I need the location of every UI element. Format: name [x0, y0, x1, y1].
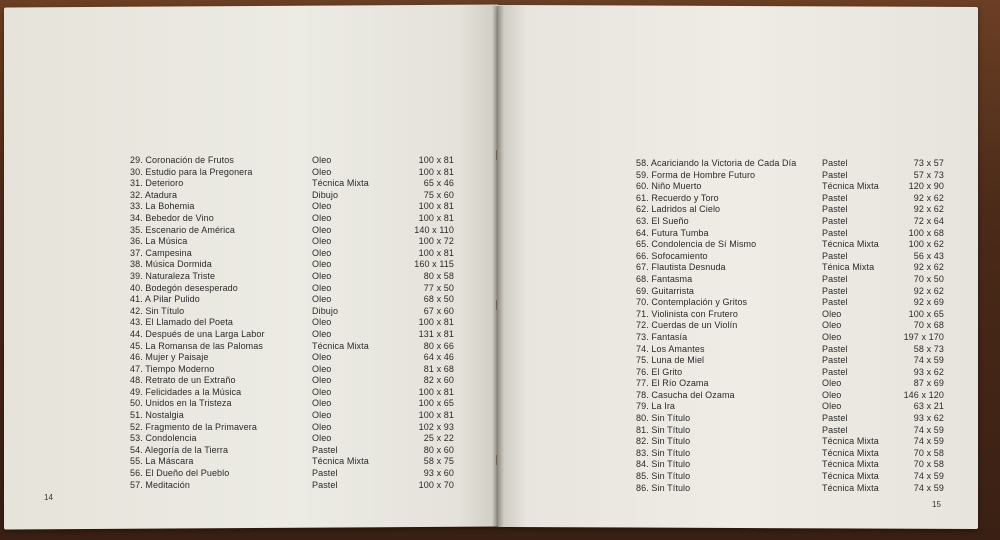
catalog-entry: [636, 425, 946, 437]
artwork-technique: Oleo: [822, 331, 842, 342]
catalog-entry: [636, 297, 946, 309]
artwork-dimensions: 100 x 81: [418, 247, 454, 258]
artwork-dimensions: 81 x 68: [423, 363, 454, 374]
artwork-title: 47. Tiempo Moderno: [130, 363, 215, 374]
artwork-title: 35. Escenario de América: [130, 224, 235, 235]
artwork-title: 36. La Música: [130, 236, 188, 247]
catalog-entry: [130, 305, 454, 318]
catalog-entry: [130, 189, 454, 202]
artwork-technique: Técnica Mixta: [822, 436, 879, 447]
artwork-technique: Pastel: [822, 366, 848, 377]
artwork-dimensions: 100 x 65: [418, 398, 454, 409]
artwork-technique: Oleo: [312, 433, 332, 444]
artwork-title: 46. Mujer y Paisaje: [130, 352, 209, 363]
artwork-technique: Técnica Mixta: [312, 178, 369, 189]
artwork-title: 31. Deterioro: [130, 178, 184, 189]
artwork-technique: Oleo: [312, 270, 332, 281]
artwork-dimensions: 93 x 62: [913, 366, 944, 377]
catalog-entry: [636, 401, 946, 413]
artwork-title: 65. Condolencia de Sí Mismo: [636, 239, 757, 250]
artwork-dimensions: 93 x 60: [423, 468, 454, 479]
artwork-technique: Oleo: [312, 386, 332, 397]
artwork-title: 80. Sin Título: [636, 413, 691, 424]
artwork-title: 66. Sofocamiento: [636, 250, 708, 261]
catalog-entry: [636, 251, 946, 263]
artwork-dimensions: 100 x 81: [418, 386, 454, 397]
artwork-technique: Técnica Mixta: [312, 340, 369, 351]
catalog-entry: [636, 413, 946, 425]
artwork-title: 73. Fantasía: [636, 331, 688, 342]
artwork-dimensions: 146 x 120: [903, 389, 944, 400]
artwork-title: 76. El Grito: [636, 366, 683, 377]
artwork-dimensions: 100 x 81: [418, 317, 454, 328]
artwork-title: 37. Campesina: [130, 247, 192, 258]
catalog-entry: [636, 239, 946, 251]
binding-stitch: [496, 150, 497, 160]
artwork-technique: Pastel: [822, 273, 848, 284]
artwork-dimensions: 120 x 90: [908, 181, 944, 192]
artwork-dimensions: 80 x 58: [423, 270, 454, 281]
catalog-entry: [130, 247, 454, 260]
artwork-technique: Pastel: [822, 169, 848, 180]
artwork-title: 81. Sin Título: [636, 424, 691, 435]
artwork-technique: Oleo: [312, 352, 332, 363]
artwork-title: 72. Cuerdas de un Violín: [636, 320, 738, 331]
artwork-technique: Oleo: [822, 401, 842, 412]
artwork-dimensions: 70 x 50: [913, 273, 944, 284]
artwork-dimensions: 80 x 60: [423, 444, 454, 455]
artwork-dimensions: 74 x 59: [913, 436, 944, 447]
artwork-title: 75. Luna de Miel: [636, 355, 705, 366]
artwork-technique: Pastel: [312, 444, 338, 455]
catalog-entry: [636, 274, 946, 286]
artwork-title: 85. Sin Título: [636, 471, 691, 482]
catalog-entry: [130, 398, 454, 410]
catalog-entry: [130, 155, 454, 167]
artwork-technique: Oleo: [312, 224, 332, 235]
artwork-title: 44. Después de una Larga Labor: [130, 328, 265, 339]
binding-stitch: [496, 455, 497, 465]
artwork-technique: Oleo: [312, 247, 332, 258]
artwork-technique: Pastel: [822, 215, 848, 226]
artwork-title: 30. Estudio para la Pregonera: [130, 166, 253, 177]
binding-stitch: [496, 300, 497, 310]
catalog-entry: [130, 212, 454, 225]
artwork-title: 79. La Ira: [636, 401, 676, 412]
page-number-right: 15: [932, 500, 941, 509]
catalog-entry: [130, 410, 454, 422]
artwork-dimensions: 58 x 75: [423, 456, 454, 467]
artwork-dimensions: 57 x 73: [913, 169, 944, 180]
artwork-title: 49. Felicidades a la Música: [130, 386, 242, 397]
artwork-dimensions: 58 x 73: [913, 343, 944, 354]
artwork-dimensions: 92 x 62: [913, 262, 944, 273]
artwork-technique: Oleo: [312, 259, 332, 270]
artwork-technique: Oleo: [312, 155, 332, 165]
artwork-technique: Pastel: [312, 468, 338, 479]
artwork-technique: Oleo: [822, 378, 842, 389]
artwork-dimensions: 87 x 69: [913, 378, 944, 389]
artwork-technique: Oleo: [312, 328, 332, 339]
artwork-technique: Dibujo: [312, 189, 339, 200]
catalog-entry: [130, 352, 454, 364]
artwork-dimensions: 74 x 59: [913, 355, 944, 366]
artwork-dimensions: 100 x 72: [418, 236, 454, 247]
artwork-technique: Técnica Mixta: [822, 239, 879, 250]
book-gutter: [492, 6, 504, 528]
artwork-title: 50. Unidos en la Tristeza: [130, 398, 232, 409]
artwork-dimensions: 100 x 81: [418, 212, 454, 223]
catalog-entry: [636, 471, 946, 483]
catalog-entry: [130, 201, 454, 213]
artwork-title: 29. Coronación de Frutos: [130, 155, 234, 165]
catalog-entry: [636, 355, 946, 367]
artwork-title: 56. El Dueño del Pueblo: [130, 468, 230, 479]
artwork-dimensions: 63 x 21: [913, 401, 944, 412]
artwork-dimensions: 92 x 69: [913, 297, 944, 308]
artwork-dimensions: 92 x 62: [913, 192, 944, 203]
right-catalog-list: [636, 158, 946, 494]
artwork-dimensions: 102 x 93: [418, 421, 454, 432]
artwork-title: 69. Guitarrista: [636, 285, 695, 296]
catalog-entry: [636, 286, 946, 298]
artwork-title: 51. Nostalgia: [130, 410, 184, 421]
catalog-entry: [130, 270, 454, 283]
artwork-technique: Pastel: [822, 343, 848, 354]
artwork-dimensions: 140 x 110: [414, 224, 454, 235]
artwork-technique: Oleo: [312, 201, 332, 212]
artwork-title: 38. Música Dormida: [130, 259, 212, 270]
artwork-dimensions: 73 x 57: [913, 158, 944, 168]
catalog-entry: [636, 309, 946, 321]
artwork-technique: Pastel: [822, 424, 848, 435]
artwork-technique: Técnica Mixta: [312, 456, 369, 467]
artwork-title: 59. Forma de Hombre Futuro: [636, 169, 756, 180]
artwork-title: 33. La Bohemia: [130, 201, 195, 212]
artwork-technique: Técnica Mixta: [822, 447, 879, 458]
catalog-entry: [636, 436, 946, 448]
artwork-technique: Dibujo: [312, 305, 339, 316]
artwork-dimensions: 72 x 64: [913, 215, 944, 226]
artwork-title: 82. Sin Título: [636, 436, 691, 447]
artwork-technique: Oleo: [312, 398, 332, 409]
artwork-title: 70. Contemplación y Gritos: [636, 297, 748, 308]
catalog-entry: [636, 181, 946, 193]
artwork-technique: Oleo: [312, 212, 332, 223]
artwork-technique: Pastel: [822, 158, 848, 168]
artwork-dimensions: 74 x 59: [913, 471, 944, 482]
artwork-title: 71. Violinista con Frutero: [636, 308, 738, 319]
artwork-technique: Oleo: [312, 375, 332, 386]
artwork-technique: Pastel: [822, 297, 848, 308]
artwork-technique: Oleo: [312, 166, 332, 177]
catalog-entry: [130, 444, 454, 457]
catalog-entry: [636, 344, 946, 356]
catalog-entry: [130, 456, 454, 468]
left-catalog-list: [130, 155, 454, 491]
catalog-entry: [636, 332, 946, 344]
artwork-technique: Técnica Mixta: [822, 482, 879, 493]
artwork-title: 74. Los Amantes: [636, 343, 705, 354]
catalog-entry: [636, 483, 946, 495]
catalog-entry: [636, 228, 946, 240]
artwork-technique: Oleo: [312, 363, 332, 374]
artwork-technique: Pastel: [822, 227, 848, 238]
artwork-title: 40. Bodegón desesperado: [130, 282, 238, 293]
artwork-title: 52. Fragmento de la Primavera: [130, 421, 257, 432]
artwork-title: 53. Condolencia: [130, 433, 197, 444]
artwork-technique: Técnica Mixta: [822, 459, 879, 470]
artwork-title: 39. Naturaleza Triste: [130, 270, 216, 281]
artwork-dimensions: 100 x 81: [418, 410, 454, 421]
artwork-title: 42. Sin Título: [130, 305, 185, 316]
artwork-dimensions: 100 x 65: [908, 308, 944, 319]
catalog-entry: [636, 378, 946, 390]
artwork-dimensions: 92 x 62: [913, 285, 944, 296]
catalog-entry: [130, 328, 454, 341]
artwork-dimensions: 100 x 62: [908, 239, 944, 250]
catalog-entry: [130, 340, 454, 353]
artwork-dimensions: 75 x 60: [423, 189, 454, 200]
artwork-dimensions: 70 x 58: [913, 459, 944, 470]
catalog-entry: [130, 224, 454, 237]
artwork-dimensions: 74 x 59: [913, 424, 944, 435]
artwork-dimensions: 197 x 170: [903, 331, 944, 342]
artwork-title: 60. Niño Muerto: [636, 181, 702, 192]
artwork-dimensions: 65 x 46: [423, 178, 454, 189]
catalog-entry: [130, 421, 454, 434]
artwork-title: 62. Ladridos al Cielo: [636, 204, 721, 215]
artwork-dimensions: 64 x 46: [423, 352, 454, 363]
catalog-entry: [636, 193, 946, 205]
catalog-entry: [130, 479, 454, 492]
artwork-dimensions: 70 x 68: [913, 320, 944, 331]
catalog-entry: [130, 433, 454, 445]
artwork-title: 68. Fantasma: [636, 273, 693, 284]
artwork-dimensions: 70 x 58: [913, 447, 944, 458]
artwork-title: 54. Alegoría de la Tierra: [130, 444, 229, 455]
catalog-entry: [130, 236, 454, 248]
artwork-dimensions: 68 x 50: [423, 294, 454, 305]
artwork-title: 32. Atadura: [130, 189, 178, 200]
artwork-technique: Oleo: [822, 308, 842, 319]
artwork-dimensions: 77 x 50: [423, 282, 454, 293]
artwork-technique: Pastel: [312, 479, 338, 490]
artwork-technique: Pastel: [822, 355, 848, 366]
artwork-technique: Pastel: [822, 285, 848, 296]
catalog-entry: [130, 259, 454, 271]
artwork-technique: Ténica Mixta: [822, 262, 875, 273]
catalog-entry: [130, 178, 454, 190]
artwork-technique: Oleo: [822, 389, 842, 400]
catalog-entry: [636, 170, 946, 182]
artwork-title: 48. Retrato de un Extraño: [130, 375, 236, 386]
artwork-dimensions: 67 x 60: [423, 305, 454, 316]
catalog-entry: [636, 459, 946, 471]
artwork-dimensions: 92 x 62: [913, 204, 944, 215]
catalog-entry: [130, 363, 454, 376]
artwork-title: 67. Flautista Desnuda: [636, 262, 726, 273]
artwork-technique: Oleo: [312, 421, 332, 432]
artwork-title: 64. Futura Tumba: [636, 227, 709, 238]
catalog-entry: [636, 204, 946, 216]
artwork-title: 57. Meditación: [130, 479, 190, 490]
catalog-entry: [636, 262, 946, 274]
artwork-title: 61. Recuerdo y Toro: [636, 192, 719, 203]
artwork-technique: Oleo: [312, 317, 332, 328]
artwork-technique: Pastel: [822, 192, 848, 203]
artwork-technique: Pastel: [822, 204, 848, 215]
artwork-dimensions: 100 x 81: [418, 201, 454, 212]
artwork-dimensions: 93 x 62: [913, 413, 944, 424]
artwork-dimensions: 56 x 43: [913, 250, 944, 261]
artwork-dimensions: 100 x 70: [418, 479, 454, 490]
artwork-technique: Pastel: [822, 413, 848, 424]
catalog-entry: [130, 317, 454, 329]
artwork-dimensions: 74 x 59: [913, 482, 944, 493]
catalog-entry: [130, 282, 454, 295]
artwork-technique: Técnica Mixta: [822, 181, 879, 192]
artwork-technique: Oleo: [312, 282, 332, 293]
artwork-technique: Oleo: [822, 320, 842, 331]
artwork-title: 63. El Sueño: [636, 215, 689, 226]
artwork-dimensions: 100 x 68: [908, 227, 944, 238]
catalog-entry: [130, 386, 454, 399]
artwork-dimensions: 82 x 60: [423, 375, 454, 386]
catalog-entry: [636, 216, 946, 228]
artwork-title: 83. Sin Título: [636, 447, 691, 458]
artwork-technique: Oleo: [312, 410, 332, 421]
artwork-dimensions: 100 x 81: [418, 155, 454, 165]
catalog-entry: [130, 468, 454, 480]
artwork-title: 45. La Romansa de las Palomas: [130, 340, 263, 351]
artwork-title: 78. Casucha del Ozama: [636, 389, 735, 400]
catalog-entry: [636, 367, 946, 379]
artwork-title: 34. Bebedor de Vino: [130, 212, 214, 223]
artwork-title: 77. El Río Ozama: [636, 378, 709, 389]
artwork-dimensions: 80 x 66: [423, 340, 454, 351]
artwork-dimensions: 131 x 81: [418, 328, 454, 339]
artwork-technique: Pastel: [822, 250, 848, 261]
artwork-title: 55. La Máscara: [130, 456, 194, 467]
artwork-dimensions: 25 x 22: [423, 433, 454, 444]
artwork-technique: Oleo: [312, 236, 332, 247]
artwork-title: 43. El Llamado del Poeta: [130, 317, 233, 328]
catalog-entry: [636, 448, 946, 460]
artwork-title: 84. Sin Título: [636, 459, 691, 470]
catalog-entry: [130, 375, 454, 387]
artwork-title: 86. Sin Título: [636, 482, 691, 493]
catalog-entry: [636, 390, 946, 402]
artwork-dimensions: 160 x 115: [414, 259, 454, 270]
artwork-title: 41. A Pilar Pulido: [130, 294, 200, 305]
artwork-technique: Técnica Mixta: [822, 471, 879, 482]
page-number-left: 14: [44, 493, 53, 502]
artwork-title: 58. Acariciando la Victoria de Cada Día: [636, 158, 797, 168]
artwork-technique: Oleo: [312, 294, 332, 305]
catalog-entry: [130, 294, 454, 306]
catalog-entry: [130, 166, 454, 179]
catalog-entry: [636, 320, 946, 332]
artwork-dimensions: 100 x 81: [418, 166, 454, 177]
catalog-entry: [636, 158, 946, 170]
